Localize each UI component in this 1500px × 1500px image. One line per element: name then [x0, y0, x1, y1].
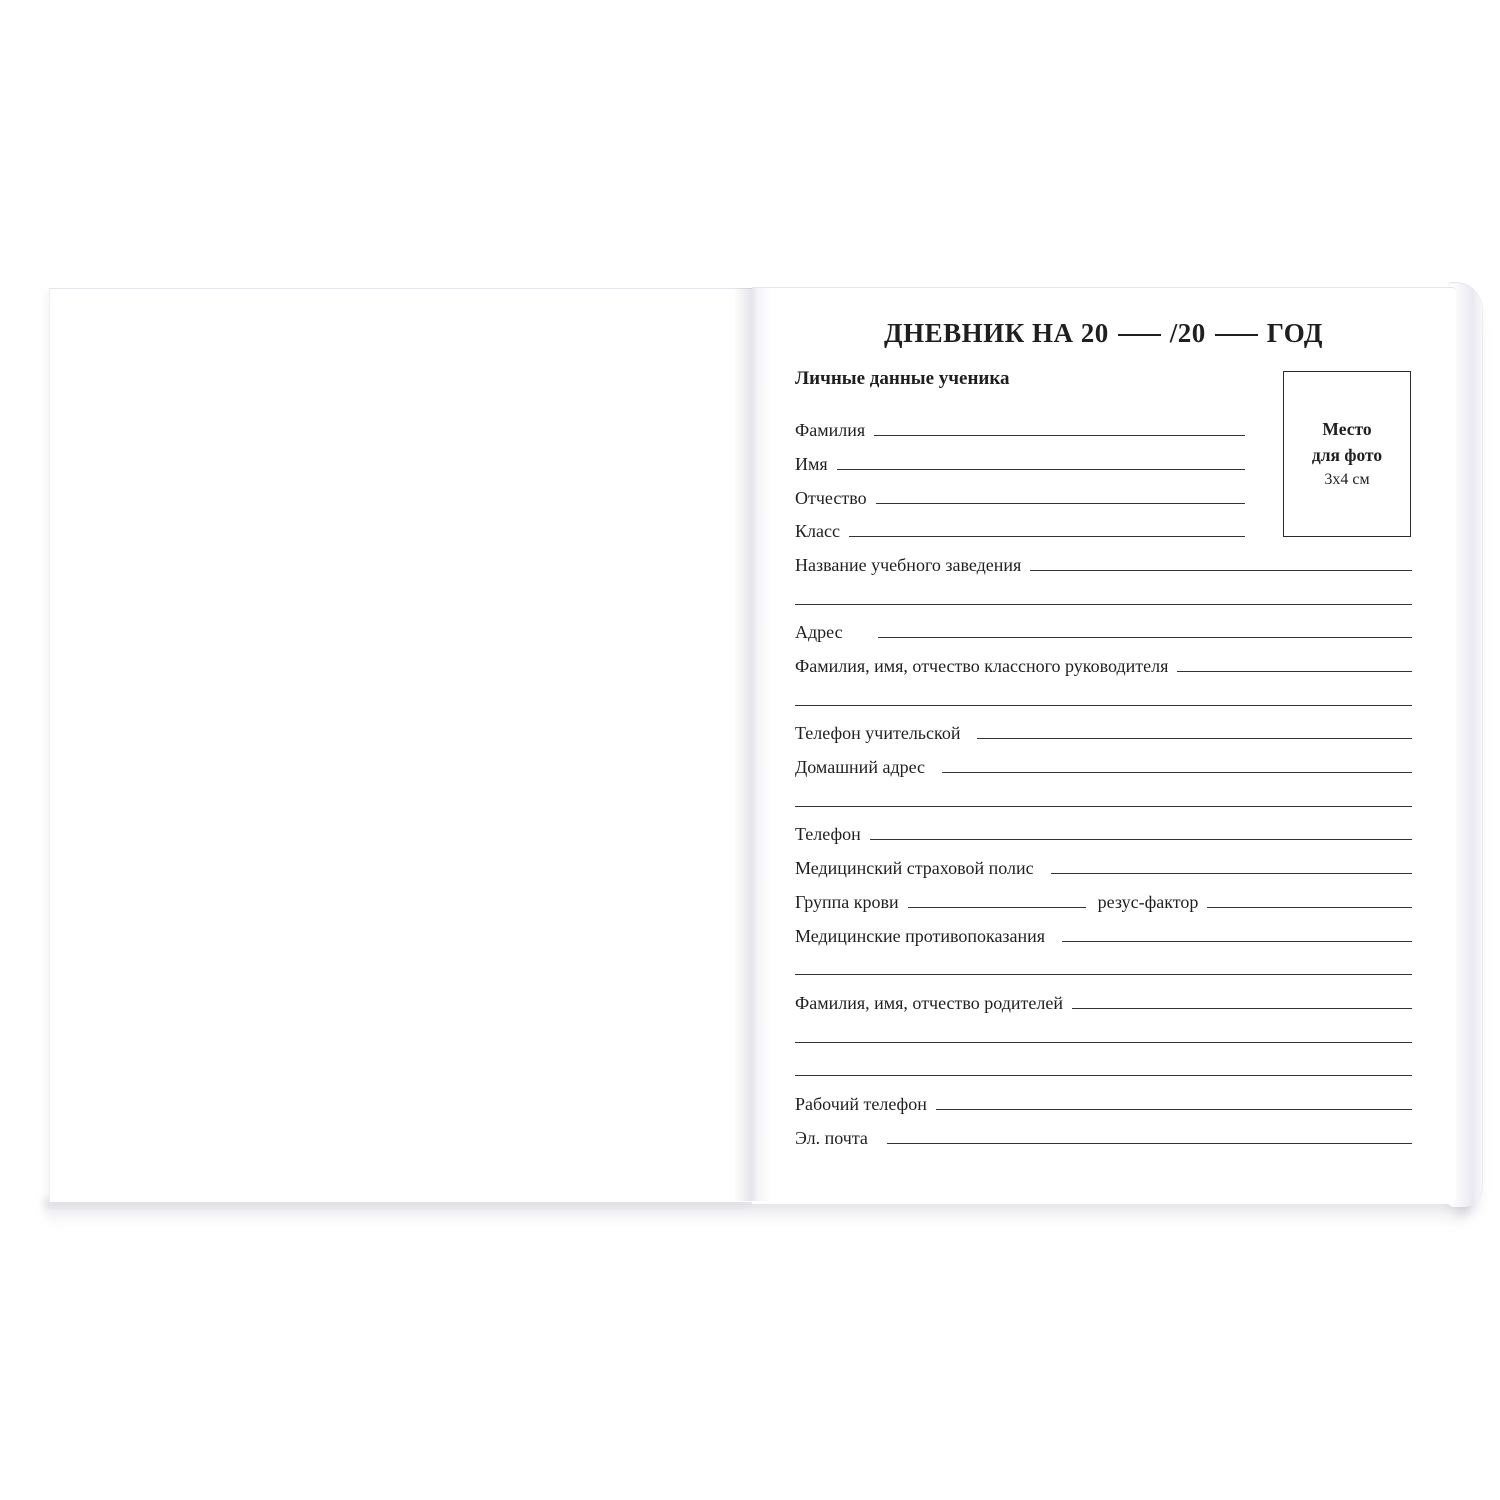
form-field-row: [795, 540, 1412, 574]
field-underline: [1051, 873, 1412, 874]
field-underline: [795, 705, 1412, 706]
field-label: Класс: [795, 521, 840, 542]
field-label: Имя: [795, 453, 828, 474]
field-underline: [876, 503, 1245, 504]
field-label-2: резус-фактор: [1097, 891, 1199, 912]
field-label: Медицинские противопоказания: [795, 925, 1046, 946]
field-underline: [936, 1109, 1412, 1110]
form-field-row: [795, 608, 1412, 642]
field-label: Телефон учительской: [795, 723, 961, 744]
form-field-row: [795, 709, 1412, 743]
field-underline: [795, 1042, 1412, 1043]
field-label: Фамилия: [795, 420, 866, 441]
field-underline: [908, 907, 1086, 908]
field-label: Адрес: [795, 622, 843, 643]
field-label: Фамилия, имя, отчество классного руководителя: [795, 656, 1169, 676]
field-underline: [887, 1143, 1412, 1144]
photo-box-line2: для фото: [1311, 445, 1383, 465]
form-field-row: [795, 978, 1412, 1012]
field-underline: [1177, 671, 1412, 672]
form-field-row: [795, 945, 1412, 979]
form-field-row: [795, 675, 1412, 709]
field-underline: [795, 974, 1412, 975]
form-field-row: [795, 406, 1412, 440]
field-label: Телефон: [795, 824, 861, 845]
diary-title: [795, 318, 1412, 349]
form-field-row: [795, 1079, 1412, 1113]
field-underline: [795, 604, 1412, 605]
form-field-row: [795, 574, 1412, 608]
section-heading: Личные данные ученика: [795, 368, 1010, 389]
photo-box-line1: Место: [1322, 418, 1372, 439]
photo-box-line3: 3х4 см: [1324, 471, 1370, 489]
form-field-row: [795, 439, 1412, 473]
field-underline: [837, 469, 1245, 470]
form-rows: [795, 406, 1412, 1147]
field-underline: [795, 1075, 1412, 1076]
title-year-blank-2: [1215, 334, 1258, 336]
field-underline: [1030, 570, 1412, 571]
field-label: Отчество: [795, 487, 867, 508]
form-field-row: [795, 810, 1412, 844]
form-field-row: [795, 877, 1412, 911]
title-part3: ГОД: [1266, 318, 1323, 348]
form-field-row: [795, 1113, 1412, 1147]
field-label: Домашний адрес: [795, 757, 926, 778]
title-part2: /20: [1169, 318, 1206, 348]
field-underline: [1072, 1008, 1412, 1009]
left-page-blank: [49, 288, 753, 1202]
field-label: Фамилия, имя, отчество родителей: [795, 992, 1064, 1013]
field-underline-2: [1207, 907, 1412, 908]
title-year-blank-1: [1118, 334, 1161, 336]
title-part1: ДНЕВНИК НА 20: [884, 318, 1109, 348]
field-underline: [977, 738, 1412, 739]
field-label: Медицинский страховой полис: [795, 858, 1034, 879]
form-field-row: [795, 507, 1412, 541]
form-field-row: [795, 742, 1412, 776]
field-underline: [849, 536, 1245, 537]
field-underline: [795, 806, 1412, 807]
field-underline: [874, 435, 1245, 436]
form-field-row: [795, 1046, 1412, 1080]
form-field-row: [795, 641, 1412, 675]
field-underline: [942, 772, 1412, 773]
form-field-row: [795, 776, 1412, 810]
field-underline: [1062, 941, 1412, 942]
form-field-row: [795, 843, 1412, 877]
field-underline: [870, 839, 1412, 840]
form-field-row: [795, 911, 1412, 945]
form-field-row: [795, 473, 1412, 507]
field-label: Группа крови: [795, 891, 899, 912]
field-label: Название учебного заведения: [795, 554, 1022, 575]
right-page-form: [752, 287, 1456, 1204]
field-label: Эл. почта: [795, 1127, 868, 1148]
field-underline: [878, 637, 1412, 638]
form-field-row: [795, 1012, 1412, 1046]
field-label: Рабочий телефон: [795, 1093, 927, 1114]
